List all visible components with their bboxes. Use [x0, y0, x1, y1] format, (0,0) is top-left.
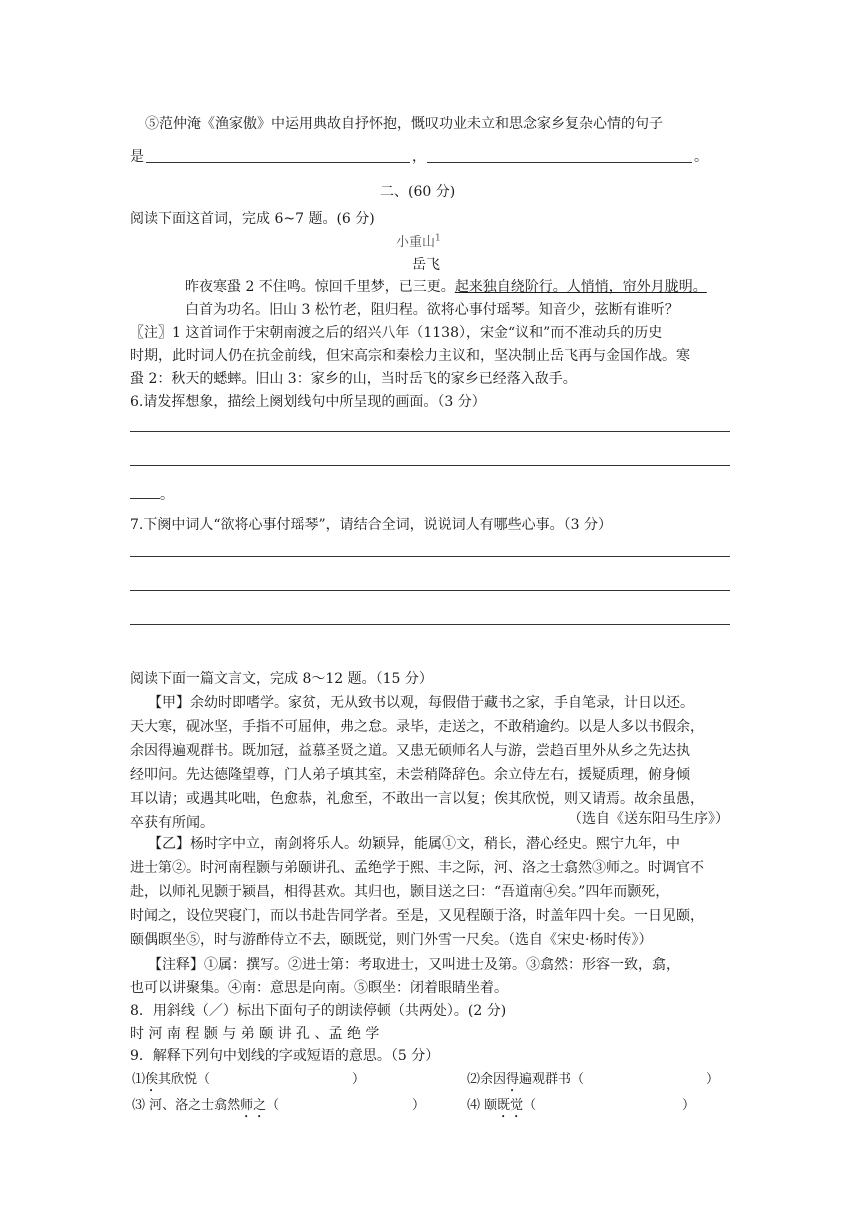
jia-line: 天大寒，砚冰坚，手指不可屈伸，弗之怠。录毕，走送之，不敢稍逾约。以是人多以书假余，: [130, 719, 704, 735]
q9-item-4-end: ）: [682, 1098, 696, 1113]
answer-line[interactable]: [130, 624, 730, 625]
q5-comma: ，: [412, 149, 426, 165]
q8-sentence: 时 河 南 程 颢 与 弟 颐 讲 孔 、孟 绝 学: [130, 1026, 380, 1042]
answer-line[interactable]: [130, 431, 730, 432]
poem-line-1: [185, 276, 707, 296]
yi-line: 赴，以师礼见颢于颍昌，相得甚欢。其归也，颢目送之曰：“吾道南④矣。”四年而颢死，: [130, 884, 670, 900]
q6-text: 6.请发挥想象，描绘上阕划线句中所呈现的画面。（3 分）: [130, 394, 486, 410]
q9-item-1-target: 俟: [145, 1072, 159, 1087]
q9-item-2-end: ）: [706, 1072, 720, 1087]
yi-line: 颐偶瞑坐⑤，时与游酢侍立不去，颐既觉，则门外雪一尺矣。（选自《宋史·杨时传》）: [130, 932, 653, 948]
poem-note-1: 〖注〗1 这首词作于宋朝南渡之后的绍兴八年（1138），宋金“议和”而不准动兵的历史: [130, 325, 663, 341]
q9-item-2: ⑵余因得遍观群书（: [467, 1072, 585, 1087]
q5-line1: ⑤范仲淹《渔家傲》中运用典故自抒怀抱，慨叹功业未立和思念家乡复杂心情的句子: [145, 116, 663, 132]
poem-underlined-line: 起来独自绕阶行。人悄悄，帘外月胧明。: [454, 279, 707, 295]
jia-line: 【甲】余幼时即嗜学。家贫，无从致书以观，每假借于藏书之家，手自笔录，计日以还。: [148, 695, 694, 711]
yi-line: 时闻之，设位哭寝门，而以书赴告同学者。至是，又见程颐于洛，时盖年四十矣。一日见颐，: [130, 908, 704, 924]
q9-item-3-end: ）: [412, 1098, 426, 1113]
q9-item-3: ⑶ 河、洛之士翕然师之（: [132, 1098, 280, 1113]
poem-line-1a: 昨夜寒蛩 2 不住鸣。惊回千里梦，已三更。: [185, 279, 455, 295]
jia-line: 耳以请；或遇其叱咄，色愈恭，礼愈至，不敢出一言以复；俟其欣悦，则又请焉。故余虽愚，: [130, 791, 704, 807]
answer-line[interactable]: [130, 590, 730, 591]
poem-note-2: 时期，此时词人仍在抗金前线，但宋高宗和秦桧力主议和，坚决制止岳飞再与金国作战。寒: [130, 348, 690, 364]
q9-item-2-target: 得: [506, 1072, 520, 1087]
notes-line: 【注释】①属：撰写。②进士第：考取进士，又叫进士及第。③翕然：形容一致，翕，: [148, 957, 680, 973]
poem-title-note: 1: [435, 233, 441, 244]
notes-line: 也可以讲聚集。④南：意思是向南。⑤瞑坐：闭着眼睛坐着。: [130, 980, 508, 996]
q5-prefix: 是: [130, 149, 144, 165]
poem-note-3: 蛩 2：秋天的蟋蟀。旧山 3：家乡的山，当时岳飞的家乡已经落入敌手。: [130, 371, 577, 387]
jia-line: 余因得遍观群书。既加冠，益慕圣贤之道。又患无硕师名人与游，尝趋百里外从乡之先达执: [130, 743, 690, 759]
q9-item-3-target: 师之: [240, 1098, 267, 1113]
q9-item-4-target: 既觉: [497, 1098, 524, 1113]
jia-line: 卒获有所闻。: [130, 815, 214, 831]
jia-line: 经叩问。先达德隆望尊，门人弟子填其室，未尝稍降辞色。余立侍左右，援疑质理，俯身倾: [130, 767, 690, 783]
jia-source: （选自《送东阳马生序》）: [568, 811, 729, 827]
answer-line[interactable]: [130, 465, 730, 466]
answer-line[interactable]: [130, 498, 160, 499]
q5-period: 。: [694, 149, 708, 165]
yi-line: 进士第②。时河南程颢与弟颐讲孔、孟绝学于熙、丰之际，河、洛之士翕然③师之。时调官不: [130, 860, 704, 876]
yi-line: 【乙】杨时字中立，南剑将乐人。幼颖异，能属①文，稍长，潜心经史。熙宁九年，中: [148, 836, 680, 852]
poem-intro: 阅读下面这首词，完成 6~7 题。(6 分): [130, 211, 375, 227]
poem-author: 岳飞: [412, 257, 440, 273]
answer-blank[interactable]: [146, 162, 410, 163]
poem-title: 小重山$^1$: [396, 233, 441, 250]
q9-item-1: ⑴俟其欣悦（: [132, 1072, 211, 1087]
q8-text: 8．用斜线（／）标出下面句子的朗读停顿（共两处）。(2 分): [130, 1003, 507, 1019]
answer-line[interactable]: [130, 556, 730, 557]
q6-end: 。: [160, 487, 174, 503]
q7-text: 7.下阕中词人“欲将心事付瑶琴”，请结合全词，说说词人有哪些心事。（3 分）: [130, 517, 613, 533]
q9-text: 9．解释下列句中划线的字或短语的意思。（5 分）: [130, 1048, 440, 1064]
poem-line-2: 白首为功名。旧山 3 松竹老，阻归程。欲将心事付瑶琴。知音少，弦断有谁听？: [185, 302, 679, 318]
answer-blank[interactable]: [427, 162, 692, 163]
section-title: 二、(60 分): [380, 184, 456, 200]
classical-intro: 阅读下面一篇文言文，完成 8～12 题。（15 分）: [130, 671, 433, 687]
q9-item-4: ⑷ 颐既觉（: [467, 1098, 537, 1113]
q9-item-1-end: ）: [352, 1072, 366, 1087]
